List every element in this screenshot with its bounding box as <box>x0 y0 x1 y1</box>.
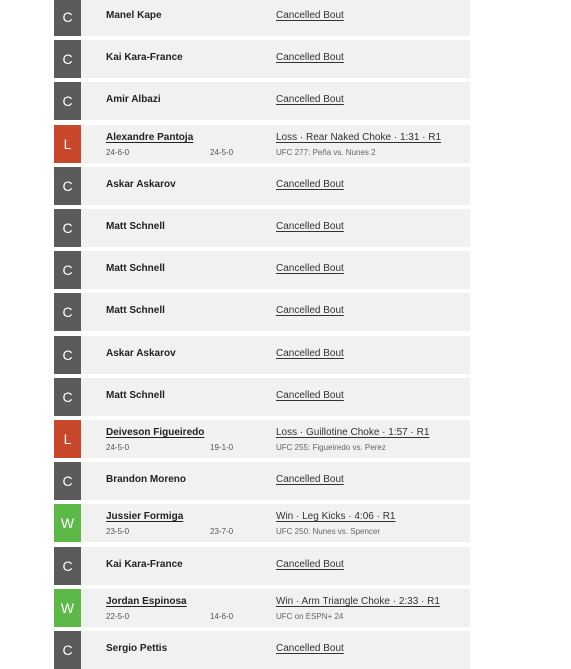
result-badge: C <box>54 209 81 247</box>
fight-row[interactable] <box>54 336 470 374</box>
fighter-name-link[interactable]: Alexandre Pantoja <box>106 131 194 143</box>
fighter-record: 24-5-0 <box>106 443 130 452</box>
event-name: UFC 250: Nunes vs. Spencer <box>276 527 381 537</box>
bout-result-link[interactable]: Cancelled Bout <box>276 221 344 232</box>
opponent-record: 14-6-0 <box>210 611 234 621</box>
opponent-record: 23-7-0 <box>210 527 234 537</box>
result-badge: C <box>54 251 81 289</box>
result-badge: L <box>54 125 81 163</box>
fighter-name-link[interactable]: Matt Schnell <box>106 263 165 275</box>
fight-row[interactable] <box>54 40 470 78</box>
fighter-name-link[interactable]: Matt Schnell <box>106 305 165 317</box>
fight-row[interactable] <box>54 82 470 120</box>
opponent-record: 19-1-0 <box>210 443 234 452</box>
result-badge: L <box>54 420 81 458</box>
fight-row[interactable] <box>54 293 470 331</box>
result-badge: C <box>54 40 81 78</box>
bout-result-link[interactable]: Cancelled Bout <box>276 474 344 486</box>
fighter-name-link[interactable]: Jordan Espinosa <box>106 595 187 607</box>
result-badge: C <box>54 462 81 500</box>
fighter-name-link[interactable]: Kai Kara-France <box>106 52 183 64</box>
opponent-record: 24-5-0 <box>210 147 234 157</box>
result-badge: C <box>54 547 81 585</box>
fighter-name-link[interactable]: Kai Kara-France <box>106 558 183 570</box>
result-badge: C <box>54 631 81 669</box>
fighter-name-link[interactable]: Matt Schnell <box>106 221 165 232</box>
event-name: UFC 255: Figueiredo vs. Perez <box>276 443 386 452</box>
fight-row[interactable] <box>54 209 470 247</box>
fighter-name-link[interactable]: Askar Askarov <box>106 347 176 359</box>
bout-result-link[interactable]: Loss · Guillotine Choke · 1:57 · R1 <box>276 427 430 438</box>
bout-result-link[interactable]: Cancelled Bout <box>276 263 344 275</box>
fighter-name-link[interactable]: Brandon Moreno <box>106 474 186 486</box>
fight-row[interactable] <box>54 0 470 36</box>
event-name: UFC 277: Peña vs. Nunes 2 <box>276 147 376 157</box>
fight-row[interactable] <box>54 420 470 458</box>
fight-row[interactable] <box>54 125 470 163</box>
fight-row[interactable] <box>54 547 470 585</box>
fighter-record: 24-6-0 <box>106 147 130 157</box>
fight-row[interactable] <box>54 167 470 205</box>
fighter-name-link[interactable]: Sergio Pettis <box>106 643 168 654</box>
fighter-name-link[interactable]: Matt Schnell <box>106 389 165 401</box>
bout-result-link[interactable]: Cancelled Bout <box>276 558 344 570</box>
fighter-name-link[interactable]: Jussier Formiga <box>106 511 184 523</box>
result-badge: C <box>54 167 81 205</box>
fighter-name-link[interactable]: Manel Kape <box>106 10 162 21</box>
fight-row[interactable] <box>54 462 470 500</box>
result-badge: C <box>54 0 81 36</box>
event-name: UFC on ESPN+ 24 <box>276 611 344 621</box>
fighter-name-link[interactable]: Askar Askarov <box>106 178 176 190</box>
bout-result-link[interactable]: Win · Leg Kicks · 4:06 · R1 <box>276 511 396 523</box>
bout-result-link[interactable]: Cancelled Bout <box>276 178 344 190</box>
fighter-record: 22-5-0 <box>106 611 130 621</box>
bout-result-link[interactable]: Win · Arm Triangle Choke · 2:33 · R1 <box>276 595 440 607</box>
bout-result-link[interactable]: Cancelled Bout <box>276 52 344 64</box>
bout-result-link[interactable]: Cancelled Bout <box>276 347 344 359</box>
fighter-name-link[interactable]: Amir Albazi <box>106 94 161 106</box>
result-badge: C <box>54 82 81 120</box>
fight-row[interactable] <box>54 378 470 416</box>
fight-row[interactable] <box>54 631 470 669</box>
result-badge: C <box>54 293 81 331</box>
result-badge: W <box>54 589 81 627</box>
bout-result-link[interactable]: Loss · Rear Naked Choke · 1:31 · R1 <box>276 131 442 143</box>
bout-result-link[interactable]: Cancelled Bout <box>276 10 344 21</box>
result-badge: W <box>54 504 81 542</box>
bout-result-link[interactable]: Cancelled Bout <box>276 389 344 401</box>
fighter-record: 23-5-0 <box>106 527 130 537</box>
result-badge: C <box>54 336 81 374</box>
fight-row[interactable] <box>54 504 470 542</box>
bout-result-link[interactable]: Cancelled Bout <box>276 94 344 106</box>
bout-result-link[interactable]: Cancelled Bout <box>276 643 344 654</box>
fight-row[interactable] <box>54 251 470 289</box>
result-badge: C <box>54 378 81 416</box>
fight-row[interactable] <box>54 589 470 627</box>
fighter-name-link[interactable]: Deiveson Figueiredo <box>106 427 205 438</box>
bout-result-link[interactable]: Cancelled Bout <box>276 305 344 317</box>
